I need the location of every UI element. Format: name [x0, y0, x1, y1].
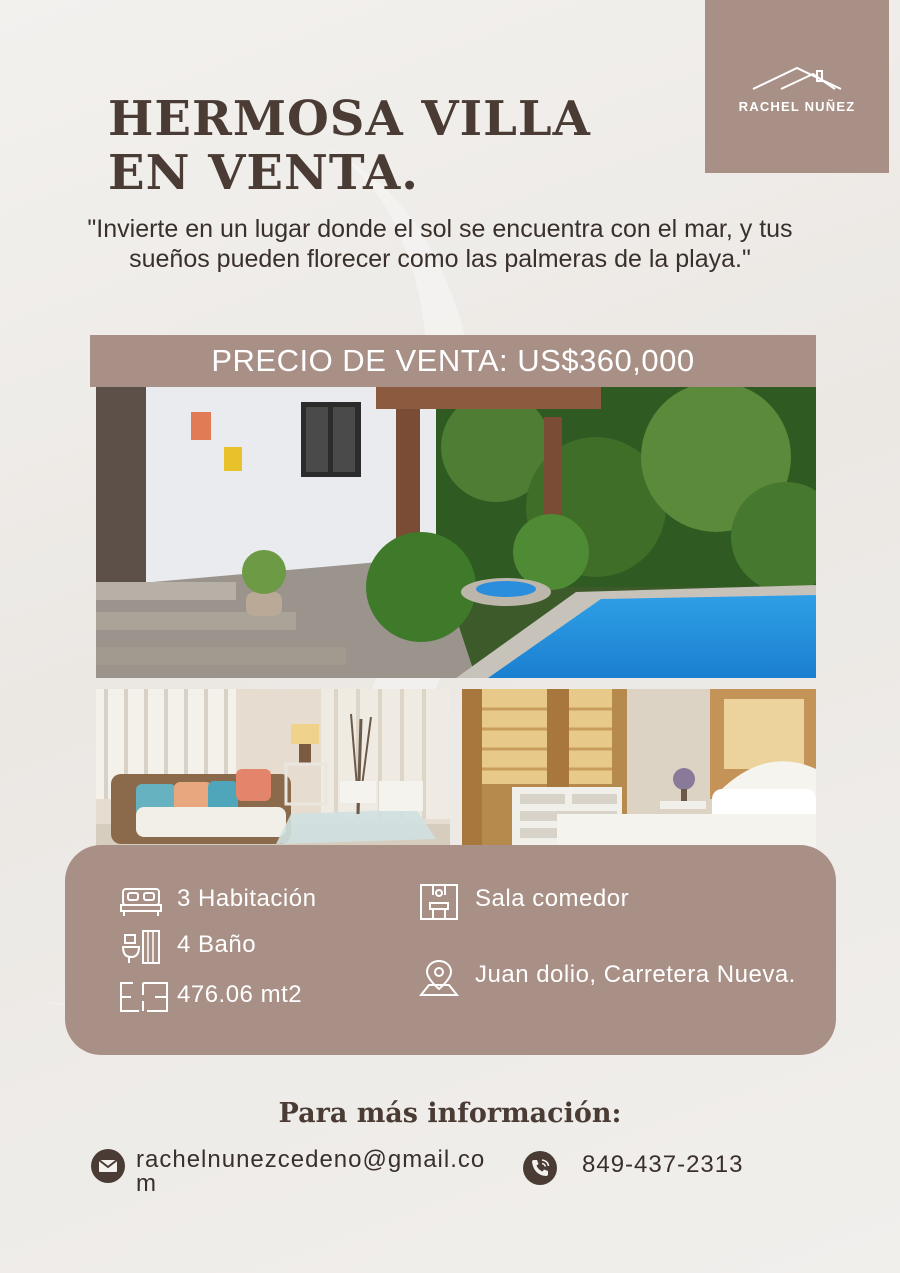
living-dining-icon — [417, 883, 461, 919]
price-label: PRECIO DE VENTA: US$360,000 — [211, 343, 695, 378]
floor-plan-icon — [119, 979, 163, 1015]
feature-baths — [119, 929, 256, 965]
title-line-1: HERMOSA VILLA — [108, 91, 591, 147]
price-banner — [90, 335, 816, 387]
phone-icon — [522, 1150, 558, 1186]
property-details-panel — [65, 845, 836, 1055]
contact-email[interactable] — [90, 1148, 496, 1196]
page-title — [108, 92, 591, 200]
area-text: 476.06 mt2 — [177, 981, 303, 1008]
map-pin-icon — [417, 959, 461, 995]
living-text: Sala comedor — [475, 885, 630, 912]
title-line-2: EN VENTA. — [108, 145, 419, 201]
location-text: Juan dolio, Carretera Nueva. — [475, 961, 796, 988]
rooms-text: 3 Habitación — [177, 885, 317, 912]
bathroom-icon — [119, 929, 163, 965]
feature-rooms — [119, 883, 316, 919]
email-icon — [90, 1148, 126, 1184]
feature-living — [417, 883, 629, 919]
brand-name: RACHEL NUÑEZ — [738, 99, 856, 114]
feature-area — [119, 979, 302, 1015]
house-roof-icon — [751, 59, 843, 95]
baths-text: 4 Baño — [177, 931, 257, 958]
contact-heading: Para más información: — [278, 1098, 622, 1129]
bedroom-photo — [462, 689, 816, 854]
pool-patio-photo — [96, 387, 816, 678]
bed-icon — [119, 883, 163, 919]
feature-location — [417, 959, 797, 995]
contact-phone[interactable] — [522, 1150, 743, 1186]
tagline-quote: "Invierte en un lugar donde el sol se encuentra con el mar, y tus sueños pueden florecer como las palmeras de la playa." — [87, 215, 793, 273]
brand-logo — [705, 0, 889, 173]
living-room-photo — [96, 689, 450, 854]
email-text[interactable]: rachelnunezcedeno@gmail.com — [136, 1146, 486, 1197]
phone-text[interactable]: 849-437-2313 — [582, 1151, 744, 1178]
